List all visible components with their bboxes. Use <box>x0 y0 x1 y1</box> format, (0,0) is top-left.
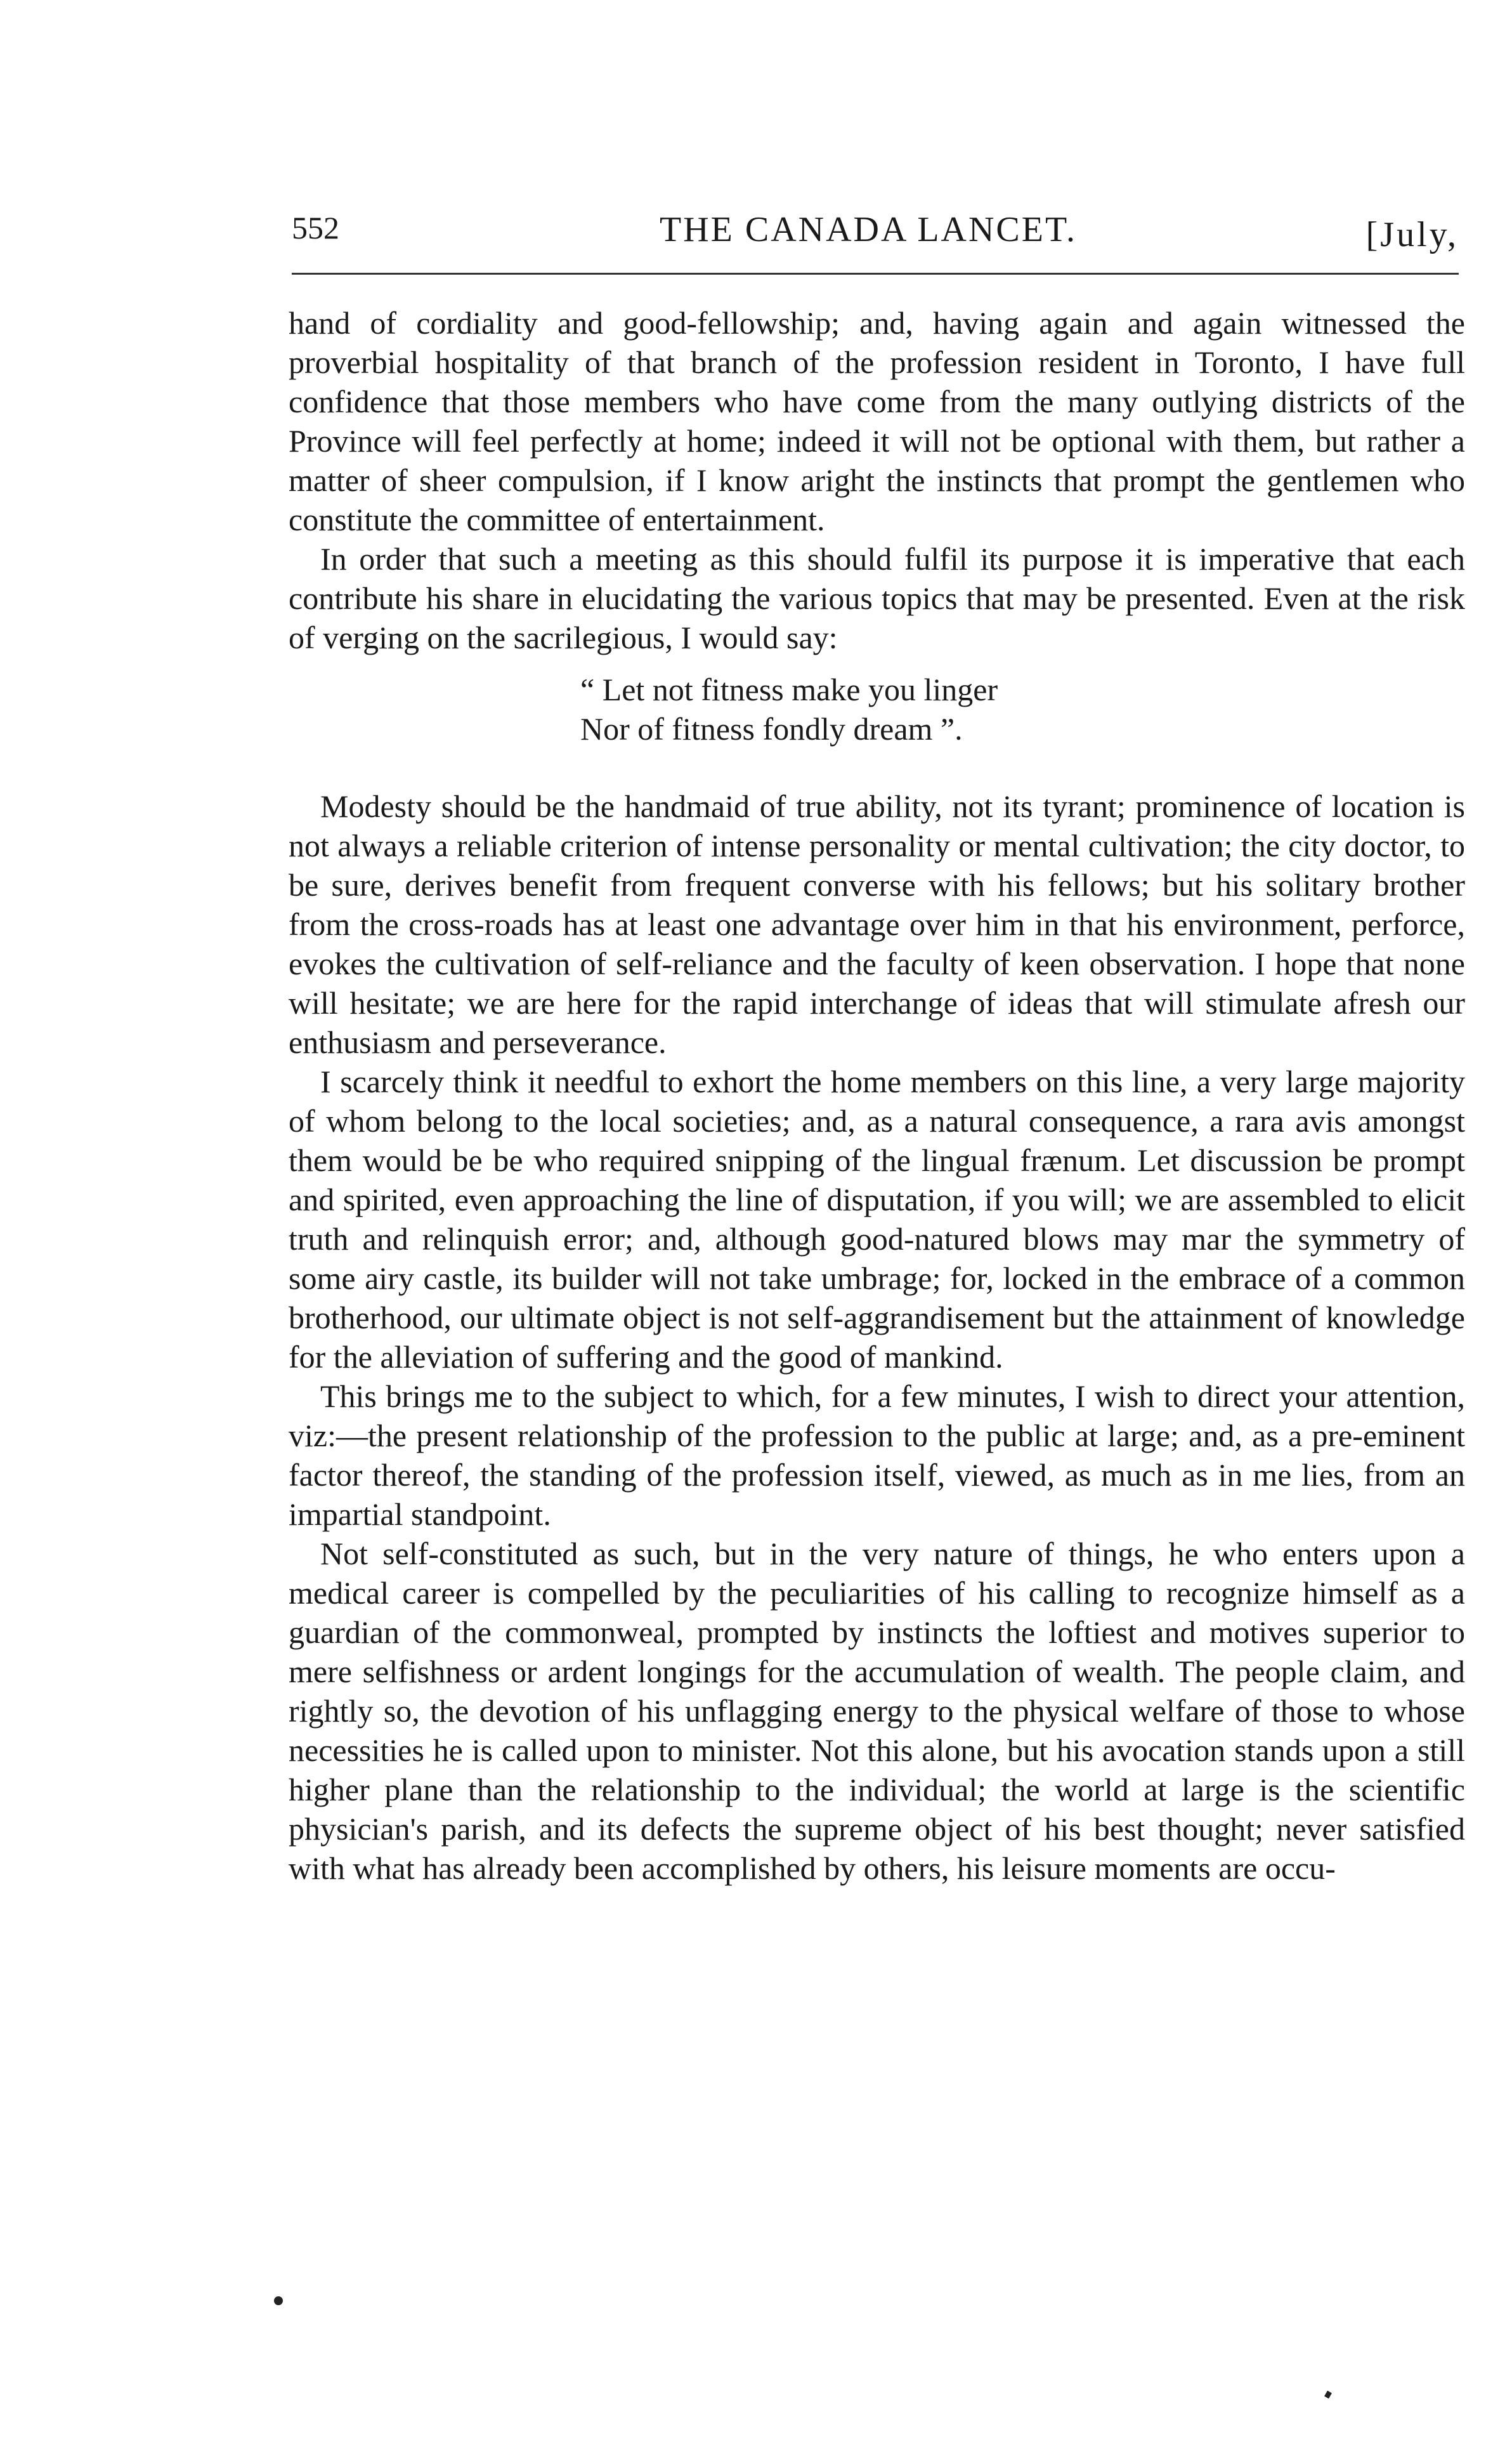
ink-speck <box>1324 2391 1332 2399</box>
verse-line-1: “ Let not fitness make you linger <box>580 672 998 707</box>
paragraph-1: hand of cordiality and good-fellowship; and, having again and again witnessed the proverbial hospitality of that branch of the profession resident in Toronto, I have full confidence that those members who have come from the many outlying districts of the Province will feel perfectly at home; indeed it will not be optional with them, but rather a matter of sheer compulsion, if I know aright the instincts that prompt the gentlemen who constitute the committee of entertainment. <box>289 305 1465 537</box>
paragraph-5: This brings me to the subject to which, for a few minutes, I wish to direct your attention, viz:—the present relationship of the profession to the public at large; and, as a pre-eminent factor thereof, the standing of the profession itself, viewed, as much as in me lies, from an impartial standpoint. <box>289 1378 1465 1532</box>
page-number: 552 <box>292 210 339 245</box>
running-head <box>292 209 1459 260</box>
header-rule <box>292 273 1459 275</box>
journal-title: THE CANADA LANCET. <box>660 210 1078 249</box>
paragraph-2: In order that such a meeting as this should fulfil its purpose it is imperative that each contribute his share in elucidating the various topics that may be presented. Even at the risk of verging on the sacrilegious, I would say: <box>289 541 1465 655</box>
paragraph-4: I scarcely think it needful to exhort the home members on this line, a very large majority of whom belong to the local societies; and, as a natural consequence, a rara avis amongst them would be be who required snipping of the lingual frænum. Let discussion be prompt and spirited, even approaching the line of disputation, if you will; we are assembled to elicit truth and relinquish error; and, although good-natured blows may mar the symmetry of some airy castle, its builder will not take umbrage; for, locked in the embrace of a common brotherhood, our ultimate object is not self-aggrandisement but the attainment of knowledge for the alleviation of suffering and the good of mankind. <box>289 1064 1465 1375</box>
verse-line-2: Nor of fitness fondly dream ”. <box>580 711 963 747</box>
article-body <box>289 303 1465 1888</box>
verse-quotation <box>289 670 1465 749</box>
issue-month: [July, <box>1365 215 1459 254</box>
ink-speck <box>274 2296 283 2305</box>
paragraph-6: Not self-constituted as such, but in the very nature of things, he who enters upon a medical career is compelled by the peculiarities of his calling to recognize himself as a guardian of the commonweal, prompted by instincts the loftiest and motives superior to mere selfishness or ardent longings for the accumulation of wealth. The people claim, and rightly so, the devotion of his unflagging energy to the physical welfare of those to whose necessities he is called upon to minister. Not this alone, but his avocation stands upon a still higher plane than the relationship to the individual; the world at large is the scientific physician's parish, and its defects the supreme object of his best thought; never satisfied with what has already been accomplished by others, his leisure moments are occu- <box>289 1536 1465 1886</box>
paragraph-3: Modesty should be the handmaid of true ability, not its tyrant; prominence of location is not always a reliable criterion of intense personality or mental cultivation; the city doctor, to be sure, derives benefit from frequent converse with his fellows; but his solitary brother from the cross-roads has at least one advantage over him in that his environment, perforce, evokes the cultivation of self-reliance and the faculty of keen observation. I hope that none will hesitate; we are here for the rapid interchange of ideas that will stimulate afresh our enthusiasm and perseverance. <box>289 788 1465 1060</box>
